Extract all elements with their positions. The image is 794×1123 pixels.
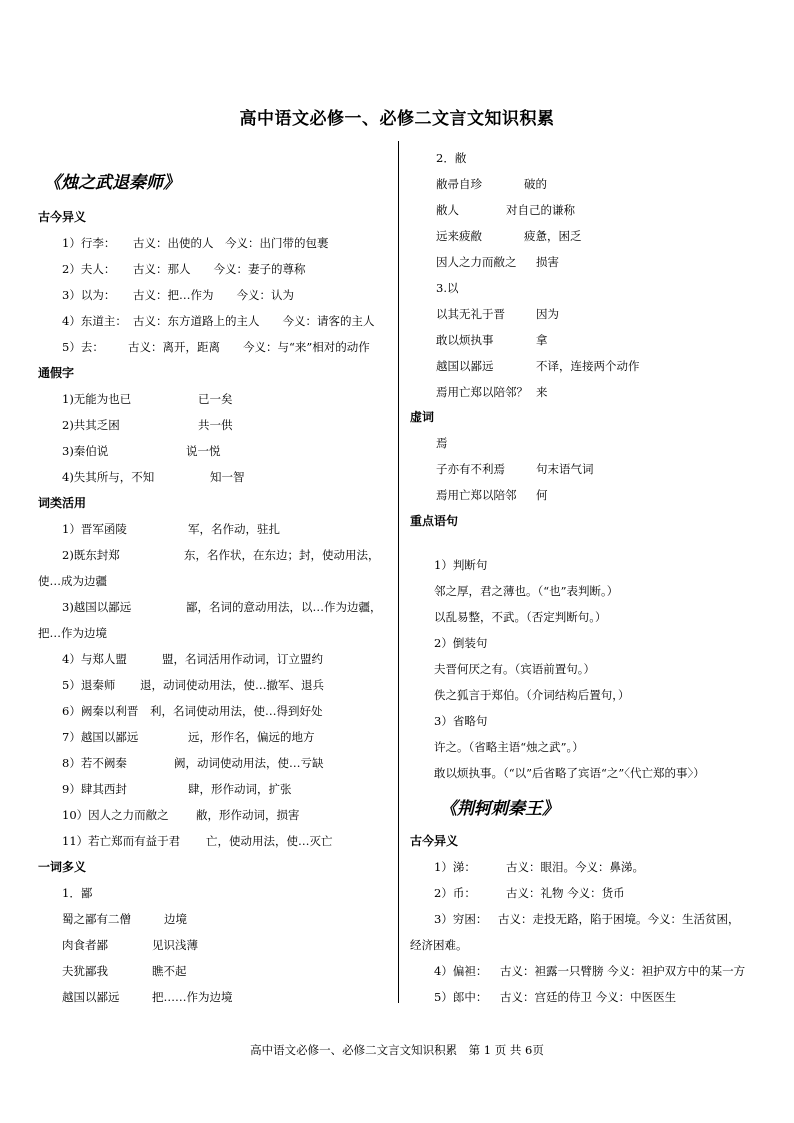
gujin2-row-explanation: 古义：走投无路，陷于困境。今义：生活贫困， xyxy=(498,912,740,926)
section-heading-gujin-2: 古今异义 xyxy=(410,834,459,848)
yi-row-term: 焉用亡郑以陪邻？ xyxy=(436,385,528,399)
xuci-row-term: 子亦有不利焉 xyxy=(436,462,505,476)
gujin2-row-term: 经济困难。 xyxy=(410,938,468,952)
section-heading-tongjia: 通假字 xyxy=(38,366,75,380)
zhongdian-line: 佚之狐言于郑伯。（介词结构后置句，） xyxy=(434,688,630,702)
yici-row-explanation: 把……作为边境 xyxy=(152,990,233,1004)
zhongdian-line: 敢以烦执事。（“以”后省略了宾语“之”〈代亡郑的事〉） xyxy=(434,766,705,780)
page-footer: 高中语文必修一、必修二文言文知识积累 第 1 页 共 6页 xyxy=(250,1043,544,1057)
gujin2-row-term: 2）币： xyxy=(434,886,476,900)
yici-row-term: 蜀之鄙有二僧 xyxy=(62,912,131,926)
gujin-row-term: 3）以为： xyxy=(62,288,116,302)
cilei-row-explanation: 亡，使动用法，使…灭亡 xyxy=(206,834,333,848)
cilei-row-explanation: 敝，形作动词，损害 xyxy=(196,808,300,822)
cilei-row-term: 11）若亡郑而有益于君 xyxy=(62,834,181,848)
tongjia-row-explanation: 知一智 xyxy=(210,470,245,484)
section-heading-zhongdian: 重点语句 xyxy=(410,514,459,528)
yici-row-term: 肉食者鄙 xyxy=(62,938,108,952)
cilei-row-term: 8）若不阙秦 xyxy=(62,756,127,770)
cilei-row-term: 7）越国以鄙远 xyxy=(62,730,139,744)
word-heading-bi: 2．敝 xyxy=(436,151,467,165)
yi-row-explanation: 拿 xyxy=(536,333,548,347)
gujin2-row-explanation: 古义：宫廷的侍卫 今义：中医医生 xyxy=(500,990,677,1004)
lesson-title-jingke: 《荆轲刺秦王》 xyxy=(440,799,559,819)
zhongdian-line: 以乱易整，不武。（否定判断句。） xyxy=(434,610,607,624)
tongjia-row-term: 4)失其所与，不知 xyxy=(62,470,155,484)
word-heading-yi: 3.以 xyxy=(436,281,459,295)
yici-row-term: 越国以鄙远 xyxy=(62,990,120,1004)
gujin2-row-term: 3）穷困： xyxy=(434,912,488,926)
bi-row-explanation: 疲惫，困乏 xyxy=(524,229,582,243)
zhongdian-line: 许之。（省略主语“烛之武”。） xyxy=(434,740,584,754)
cilei-row-term: 1）晋军函陵 xyxy=(62,522,127,536)
gujin2-row-term: 5）郎中： xyxy=(434,990,488,1004)
gujin2-row-term: 1）涕： xyxy=(434,860,476,874)
yici-row-term: 夫犹鄙我 xyxy=(62,964,108,978)
gujin-row-explanation: 古义：把…作为 今义：认为 xyxy=(133,288,294,302)
yi-row-term: 越国以鄙远 xyxy=(436,359,494,373)
yi-row-term: 以其无礼于晋 xyxy=(436,307,505,321)
section-heading-yici: 一词多义 xyxy=(38,860,87,874)
bi-row-term: 远来疲敝 xyxy=(436,229,482,243)
cilei-row-term: 10）因人之力而敝之 xyxy=(62,808,169,822)
cilei-row-explanation: 阙，动词使动用法，使…亏缺 xyxy=(174,756,324,770)
tongjia-row-term: 2)共其乏困 xyxy=(62,418,120,432)
xuci-word-yan: 焉 xyxy=(436,436,448,450)
gujin2-row-explanation: 古义：眼泪。今义：鼻涕。 xyxy=(506,860,644,874)
bi-row-explanation: 破的 xyxy=(524,177,547,191)
cilei-row-term: 9）肆其西封 xyxy=(62,782,127,796)
cilei-row-term: 把…作为边境 xyxy=(38,626,107,640)
cilei-row-explanation: 肆，形作动词，扩张 xyxy=(188,782,292,796)
cilei-row-explanation: 远，形作名，偏远的地方 xyxy=(188,730,315,744)
section-heading-cilei: 词类活用 xyxy=(38,496,87,510)
gujin-row-explanation: 古义：东方道路上的主人 今义：请客的主人 xyxy=(133,314,375,328)
cilei-row-explanation: 东，名作状，在东边；封，使动用法， xyxy=(184,548,380,562)
gujin2-row-term: 4）偏袒： xyxy=(434,964,488,978)
gujin2-row-explanation: 古义：礼物 今义：货币 xyxy=(506,886,625,900)
cilei-row-explanation: 鄙，名词的意动用法，以…作为边疆， xyxy=(186,600,382,614)
bi-row-term: 敝人 xyxy=(436,203,459,217)
lesson-title-zhuzhiwu: 《烛之武退秦师》 xyxy=(44,173,180,193)
cilei-row-explanation: 利，名词使动用法，使…得到好处 xyxy=(150,704,323,718)
section-heading-xuci: 虚词 xyxy=(410,410,435,424)
bi-row-term: 因人之力而敝之 xyxy=(436,255,517,269)
yi-row-term: 敢以烦执事 xyxy=(436,333,494,347)
gujin2-row-explanation: 古义：袒露一只臂膀 今义：袒护双方中的某一方 xyxy=(500,964,746,978)
zhongdian-line: 1）判断句 xyxy=(434,558,488,572)
tongjia-row-explanation: 已一矣 xyxy=(198,392,233,406)
gujin-row-explanation: 古义：那人 今义：妻子的尊称 xyxy=(133,262,306,276)
yici-row-explanation: 边境 xyxy=(164,912,187,926)
tongjia-row-term: 1)无能为也已 xyxy=(62,392,132,406)
cilei-row-term: 2)既东封郑 xyxy=(62,548,120,562)
page-title: 高中语文必修一、必修二文言文知识积累 xyxy=(239,109,555,129)
zhongdian-line: 2）倒装句 xyxy=(434,636,488,650)
yici-row-explanation: 瞧不起 xyxy=(152,964,187,978)
cilei-row-explanation: 盟，名词活用作动词，订立盟约 xyxy=(162,652,323,666)
gujin-row-term: 5）去： xyxy=(62,340,104,354)
gujin-row-term: 1）行李： xyxy=(62,236,116,250)
zhongdian-line: 邻之厚，君之薄也。（“也”表判断。） xyxy=(434,584,619,598)
zhongdian-line: 3）省略句 xyxy=(434,714,488,728)
bi-row-explanation: 对自己的谦称 xyxy=(506,203,575,217)
gujin-row-explanation: 古义：出使的人 今义：出门带的包裹 xyxy=(133,236,329,250)
xuci-row-term: 焉用亡郑以陪邻 xyxy=(436,488,517,502)
section-heading-gujin: 古今异义 xyxy=(38,210,87,224)
gujin-row-term: 2）夫人： xyxy=(62,262,116,276)
cilei-row-term: 4）与郑人盟 xyxy=(62,652,127,666)
cilei-row-term: 5）退秦师 xyxy=(62,678,116,692)
yici-word-bi: 1．鄙 xyxy=(62,886,93,900)
cilei-row-explanation: 退，动词使动用法，使…撤军、退兵 xyxy=(140,678,324,692)
gujin-row-explanation: 古义：离开，距离 今义：与“来”相对的动作 xyxy=(128,340,370,354)
yi-row-explanation: 来 xyxy=(536,385,548,399)
gujin-row-term: 4）东道主： xyxy=(62,314,127,328)
cilei-row-term: 3)越国以鄙远 xyxy=(62,600,132,614)
cilei-row-term: 使…成为边疆 xyxy=(38,574,107,588)
yi-row-explanation: 因为 xyxy=(536,307,559,321)
cilei-row-term: 6）阙秦以利晋 xyxy=(62,704,139,718)
tongjia-row-explanation: 共一供 xyxy=(198,418,233,432)
tongjia-row-explanation: 说一悦 xyxy=(186,444,221,458)
cilei-row-explanation: 军，名作动，驻扎 xyxy=(188,522,280,536)
column-divider xyxy=(398,141,399,1003)
tongjia-row-term: 3)秦伯说 xyxy=(62,444,109,458)
yici-row-explanation: 见识浅薄 xyxy=(152,938,198,952)
zhongdian-line: 夫晋何厌之有。（宾语前置句。） xyxy=(434,662,595,676)
bi-row-explanation: 损害 xyxy=(536,255,559,269)
bi-row-term: 敝帚自珍 xyxy=(436,177,482,191)
xuci-row-explanation: 何 xyxy=(536,488,548,502)
xuci-row-explanation: 句末语气词 xyxy=(536,462,594,476)
yi-row-explanation: 不译，连接两个动作 xyxy=(536,359,640,373)
